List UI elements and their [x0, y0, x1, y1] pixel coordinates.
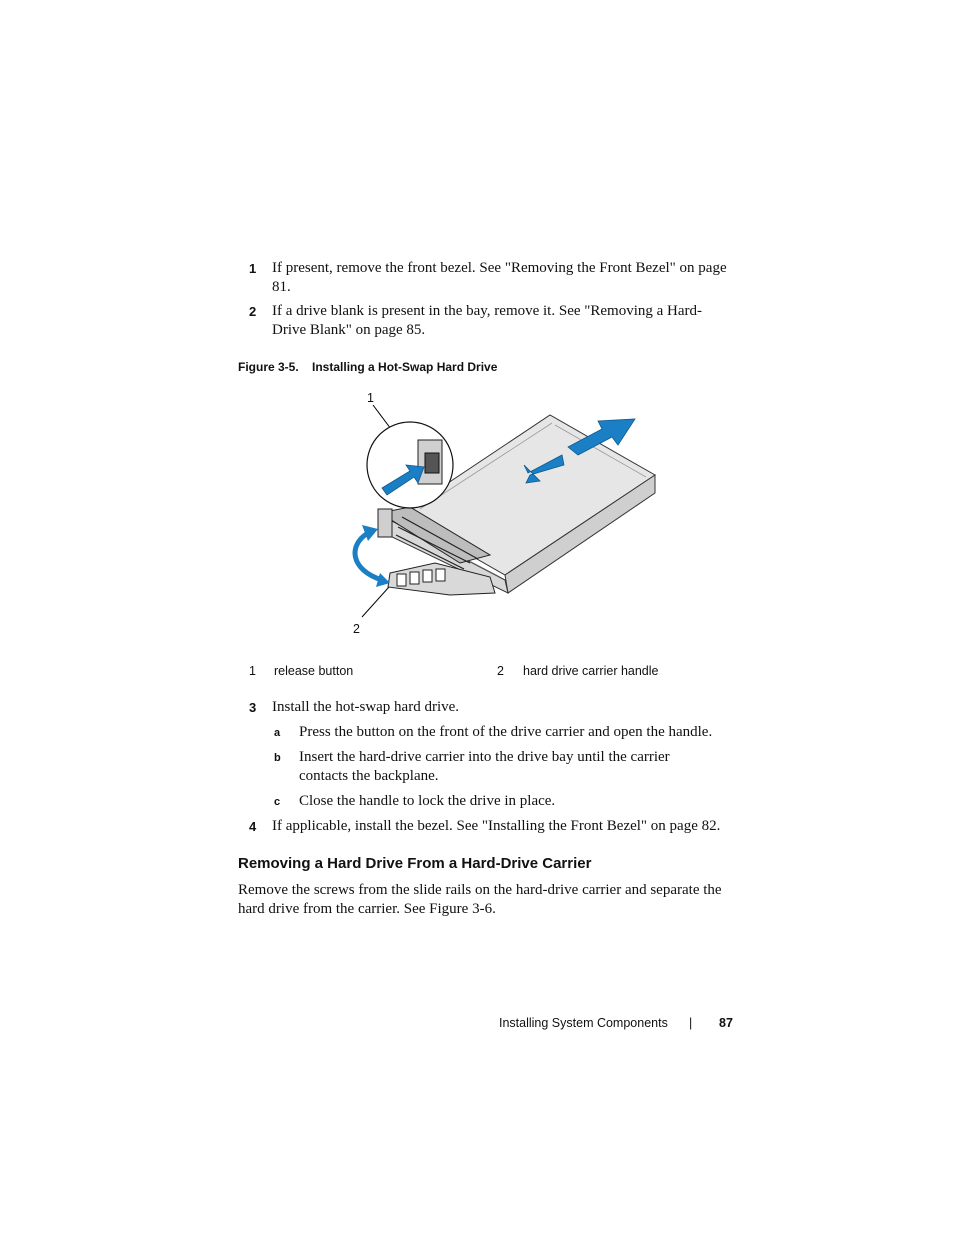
legend-1-number: 1 — [249, 664, 256, 678]
substep-b-text: Insert the hard-drive carrier into the drive bay until the carrier contacts the backplane. — [299, 749, 670, 784]
step-1-text: If present, remove the front bezel. See "Removing the Front Bezel" on page 81. — [272, 260, 727, 295]
section-body: Remove the screws from the slide rails on the hard-drive carrier and separate the hard drive from the carrier. See Figure 3-6. — [238, 882, 722, 917]
footer-chapter: Installing System Components — [499, 1016, 668, 1030]
step-3-number: 3 — [249, 700, 257, 715]
figure-caption: Figure 3-5. Installing a Hot-Swap Hard Drive — [238, 360, 498, 374]
legend-2-label: hard drive carrier handle — [523, 664, 659, 678]
substep-c-text: Close the handle to lock the drive in place. — [299, 793, 556, 809]
legend-1-label: release button — [274, 664, 354, 678]
callout-1-label: 1 — [367, 391, 374, 405]
release-button — [425, 453, 439, 473]
step-4-text: If applicable, install the bezel. See "Installing the Front Bezel" on page 82. — [272, 818, 721, 834]
step-2-text: If a drive blank is present in the bay, remove it. See "Removing a Hard-Drive Blank" on page 85. — [272, 303, 703, 338]
step-2-number: 2 — [249, 304, 257, 319]
step-1-number: 1 — [249, 261, 257, 276]
legend-2-number: 2 — [497, 664, 504, 678]
substep-a-text: Press the button on the front of the drive carrier and open the handle. — [299, 724, 713, 740]
step-3-text: Install the hot-swap hard drive. — [272, 699, 460, 715]
substep-b-letter: b — [274, 752, 281, 764]
substep-a-letter: a — [274, 727, 281, 739]
hot-swap-drive-illustration — [340, 385, 670, 645]
page-number: 87 — [719, 1016, 733, 1030]
footer-separator: | — [689, 1016, 693, 1030]
callout-2-label: 2 — [353, 622, 360, 636]
section-heading: Removing a Hard Drive From a Hard-Drive Carrier — [238, 855, 592, 872]
substep-c-letter: c — [274, 796, 281, 808]
step-4-number: 4 — [249, 819, 257, 834]
latch — [378, 509, 392, 537]
